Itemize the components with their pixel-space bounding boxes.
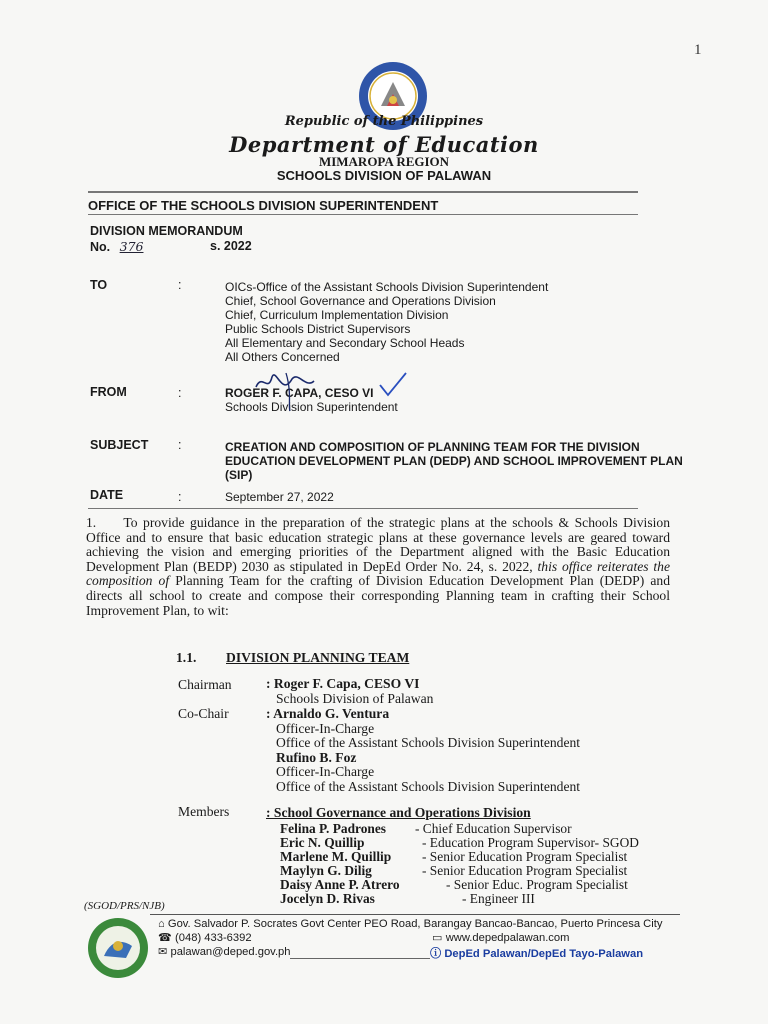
sender-name: ROGER F. CAPA, CESO VI [225,386,374,400]
footer-address: Gov. Salvador P. Socrates Govt Center PEO Road, Barangay Bancao-Bancao, Puerto Princesa City [167,918,663,930]
body-paragraph [86,516,670,618]
member-role: - Senior Educ. Program Specialist [446,877,628,892]
cochair1-office: Office of the Assistant Schools Division Superintendent [276,735,581,751]
cochair1-name: : Arnaldo G. Ventura [266,706,390,721]
date-divider [88,508,638,509]
subject-text: CREATION AND COMPOSITION OF PLANNING TEAM FOR THE DIVISION EDUCATION DEVELOPMENT PLAN (DEDP) AND SCHOOL IMPROVEMENT PLAN (SIP) [225,440,683,482]
from-label: FROM [90,385,127,399]
cochair2-role: Officer-In-Charge [276,764,375,780]
member-role: - Engineer III [462,891,535,906]
memo-number-row [90,239,143,254]
cochair1-role: Officer-In-Charge [276,720,375,736]
chairman-office: Schools Division of Palawan [276,690,434,706]
chairman-name: : Roger F. Capa, CESO VI [266,676,420,691]
monitor-icon: ▭ [432,932,443,944]
recipient-item: Public Schools District Supervisors [225,322,411,336]
recipient-item: Chief, Curriculum Implementation Division [225,308,449,322]
signature-icon [252,363,412,413]
chairman-block [266,677,433,706]
member-role: - Education Program Supervisor- SGOD [422,835,639,850]
mail-icon: ✉ [158,946,168,958]
footer-divider [150,914,680,915]
member-name: Eric N. Quillip [280,835,365,850]
member-role: - Senior Education Program Specialist [422,863,628,878]
body-text-end: Planning Team for the crafting of Division Education Development Plan (DEDP) and directs all school to create and compose their corresponding Planning team in crafting their School Improvement Plan, to wit: [86,573,670,618]
footer-website-row[interactable] [432,931,569,944]
footer-email-row[interactable] [158,945,291,958]
footer-address-row [158,918,662,930]
recipient-item: All Others Concerned [225,350,340,364]
from-colon: : [178,386,182,400]
republic-heading: Republic of the Philippines [284,114,484,129]
date-colon: : [178,490,182,504]
division-seal-icon [86,916,150,980]
cochair-block [266,707,580,795]
member-name: Felina P. Padrones [280,821,387,836]
to-colon: : [178,278,182,292]
phone-icon: ☎ [158,932,172,944]
email-underline [290,958,430,959]
member-name: Marlene M. Quillip [280,849,392,864]
memo-series: s. 2022 [210,239,252,253]
body-text-italic: this office reiterates the composition of [86,558,670,589]
subject-colon: : [178,438,182,452]
header-divider [88,191,638,193]
footer-phone: (048) 433-6392 [175,932,252,944]
footer-facebook-row[interactable] [430,945,643,961]
chairman-label: Chairman [178,677,232,692]
members-group [266,806,531,821]
facebook-icon: ⓘ [430,948,442,960]
office-heading: OFFICE OF THE SCHOOLS DIVISION SUPERINTENDENT [88,198,439,213]
footer-facebook[interactable]: DepEd Palawan/DepEd Tayo-Palawan [444,948,644,960]
recipient-list [225,280,548,364]
body-text-start: 1. To provide guidance in the preparation of the strategic plans at the schools & Schools Division Office and to ensure that basic education strategic plans at these governance levels are geared toward achieving the vision and emerging priorities of the Department aligned with the Basic Education Development Plan (BEDP) 2030 as stipulated in DepEd Order No. 24, s. 2022, [86,515,670,574]
cochair2-name: Rufino B. Foz [276,749,357,765]
office-divider [88,214,638,215]
to-label: TO [90,278,108,292]
memo-number-value: 376 [119,239,144,254]
department-heading: Department of Education [229,132,539,157]
member-role: - Chief Education Supervisor [415,821,572,836]
page-number: 1 [694,42,702,58]
recipient-item: Chief, School Governance and Operations Division [225,294,496,308]
memo-number-label: No. [90,240,111,254]
members-label: Members [178,804,230,819]
footer-website[interactable]: www.depedpalawan.com [445,932,570,944]
date-label: DATE [90,488,124,502]
division-heading: SCHOOLS DIVISION OF PALAWAN [276,168,492,183]
subject-label: SUBJECT [90,438,149,452]
section-number: 1.1. [176,650,197,665]
footer-email[interactable]: palawan@deped.gov.ph [170,946,291,958]
member-name: Maylyn G. Dilig [280,863,372,878]
cochair2-office: Office of the Assistant Schools Division Superintendent [276,778,581,794]
cochair-label: Co-Chair [178,706,229,721]
recipient-item: All Elementary and Secondary School Heads [225,336,465,350]
memo-title: DIVISION MEMORANDUM [90,224,243,238]
sender-title: Schools Division Superintendent [225,400,398,414]
recipient-item: OICs-Office of the Assistant Schools Division Superintendent [225,280,549,294]
preparer-initials: (SGOD/PRS/NJB) [84,900,165,912]
footer-phone-row [158,931,252,944]
member-role: - Senior Education Program Specialist [422,849,628,864]
date-value: September 27, 2022 [225,490,334,504]
section-title: DIVISION PLANNING TEAM [226,650,410,665]
member-name: Daisy Anne P. Atrero [280,877,400,892]
members-group-title: : School Governance and Operations Division [266,805,531,820]
region-heading: MIMAROPA REGION [318,154,450,169]
home-icon: ⌂ [158,918,165,930]
member-name: Jocelyn D. Rivas [280,891,375,906]
